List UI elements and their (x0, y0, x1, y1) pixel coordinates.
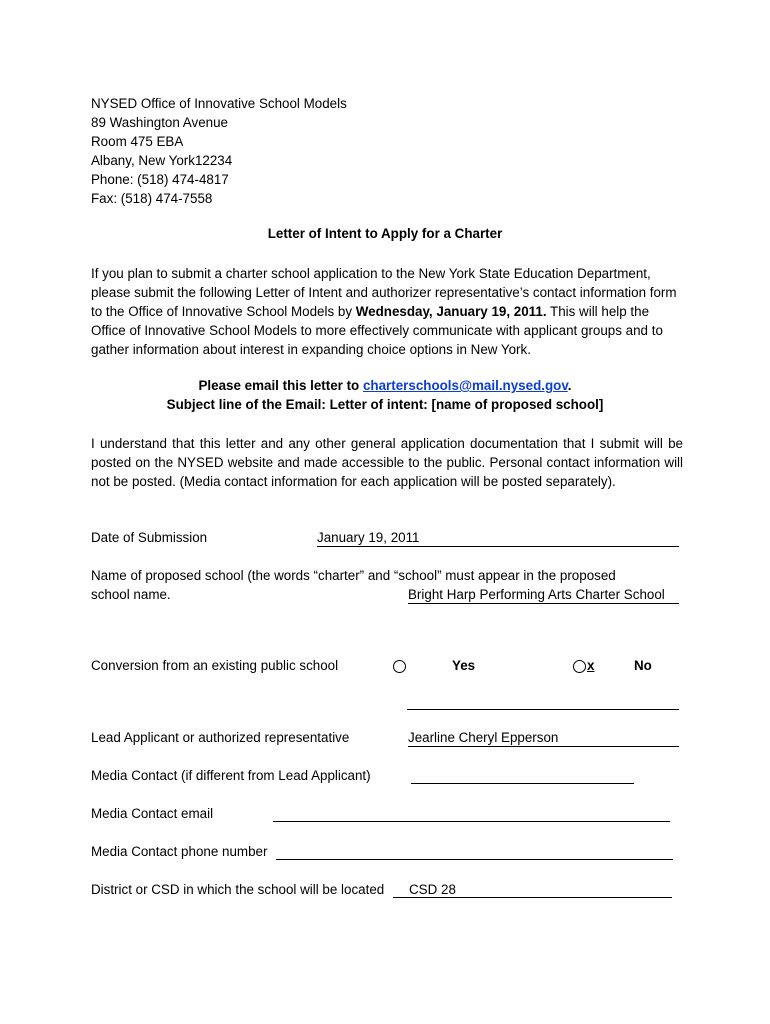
media-email-line[interactable] (273, 821, 670, 822)
lead-applicant-value[interactable]: Jearline Cheryl Epperson (408, 730, 559, 745)
date-field-line (317, 546, 679, 547)
email-instruction (0, 378, 770, 393)
office-street: 89 Washington Avenue (91, 115, 228, 130)
lead-applicant-label: Lead Applicant or authorized representative (91, 730, 350, 745)
conversion-yes-radio[interactable] (393, 660, 406, 673)
office-room: Room 475 EBA (91, 134, 184, 149)
office-fax: Fax: (518) 474-7558 (91, 191, 213, 206)
conversion-no-label: No (634, 658, 652, 673)
office-name: NYSED Office of Innovative School Models (91, 96, 347, 111)
office-city: Albany, New York12234 (91, 153, 233, 168)
school-field-line (408, 603, 679, 604)
school-label-line2: school name. (91, 587, 171, 602)
district-value[interactable]: CSD 28 (409, 882, 456, 897)
email-subject-instruction: Subject line of the Email: Letter of intent: [name of proposed school] (166, 397, 604, 412)
charter-email-link[interactable]: charterschools@mail.nysed.gov (362, 378, 568, 393)
intro-deadline: Wednesday, January 19, 2011. (355, 304, 547, 319)
document-title: Letter of Intent to Apply for a Charter (267, 226, 503, 241)
school-name-value[interactable]: Bright Harp Performing Arts Charter School (408, 587, 665, 602)
conversion-yes-label: Yes (452, 658, 476, 673)
conversion-no-radio[interactable] (573, 660, 586, 673)
office-phone: Phone: (518) 474-4817 (91, 172, 229, 187)
office-address-block (91, 94, 347, 208)
date-label: Date of Submission (91, 530, 208, 545)
conversion-no-mark: x (587, 658, 595, 673)
conversion-label: Conversion from an existing public school (91, 658, 339, 673)
disclaimer-paragraph: I understand that this letter and any other general application documentation that I submit will be posted on the NYSED website and made accessible to the public. Personal contact information will not be posted. (Media contact information for each application will be posted separately). (91, 436, 683, 489)
school-label-line1: Name of proposed school (the words “charter” and “school” must appear in the proposed (91, 568, 616, 583)
intro-text-before: If you plan to submit a charter school application to the New York State Education Department, please submit the following Letter of Intent and authorizer representative’s contact information form to the Office of Innovative School Models by (91, 266, 677, 319)
district-label: District or CSD in which the school will be located (91, 882, 385, 897)
email-suffix: . (567, 378, 572, 393)
media-phone-line[interactable] (276, 859, 673, 860)
district-line (393, 897, 672, 898)
media-email-label: Media Contact email (91, 806, 214, 821)
blank-field-line (407, 709, 679, 710)
media-contact-label: Media Contact (if different from Lead Applicant) (91, 768, 371, 783)
media-phone-label: Media Contact phone number (91, 844, 268, 859)
media-contact-line[interactable] (411, 783, 634, 784)
intro-paragraph (91, 264, 683, 359)
lead-applicant-line (408, 746, 679, 747)
email-prefix: Please email this letter to (198, 378, 363, 393)
date-value[interactable]: January 19, 2011 (317, 530, 420, 545)
intro-text-after: This will help the Office of Innovative School Models to more effectively communicate with applicant groups and to gather information about interest in expanding choice options in New York. (91, 304, 663, 357)
